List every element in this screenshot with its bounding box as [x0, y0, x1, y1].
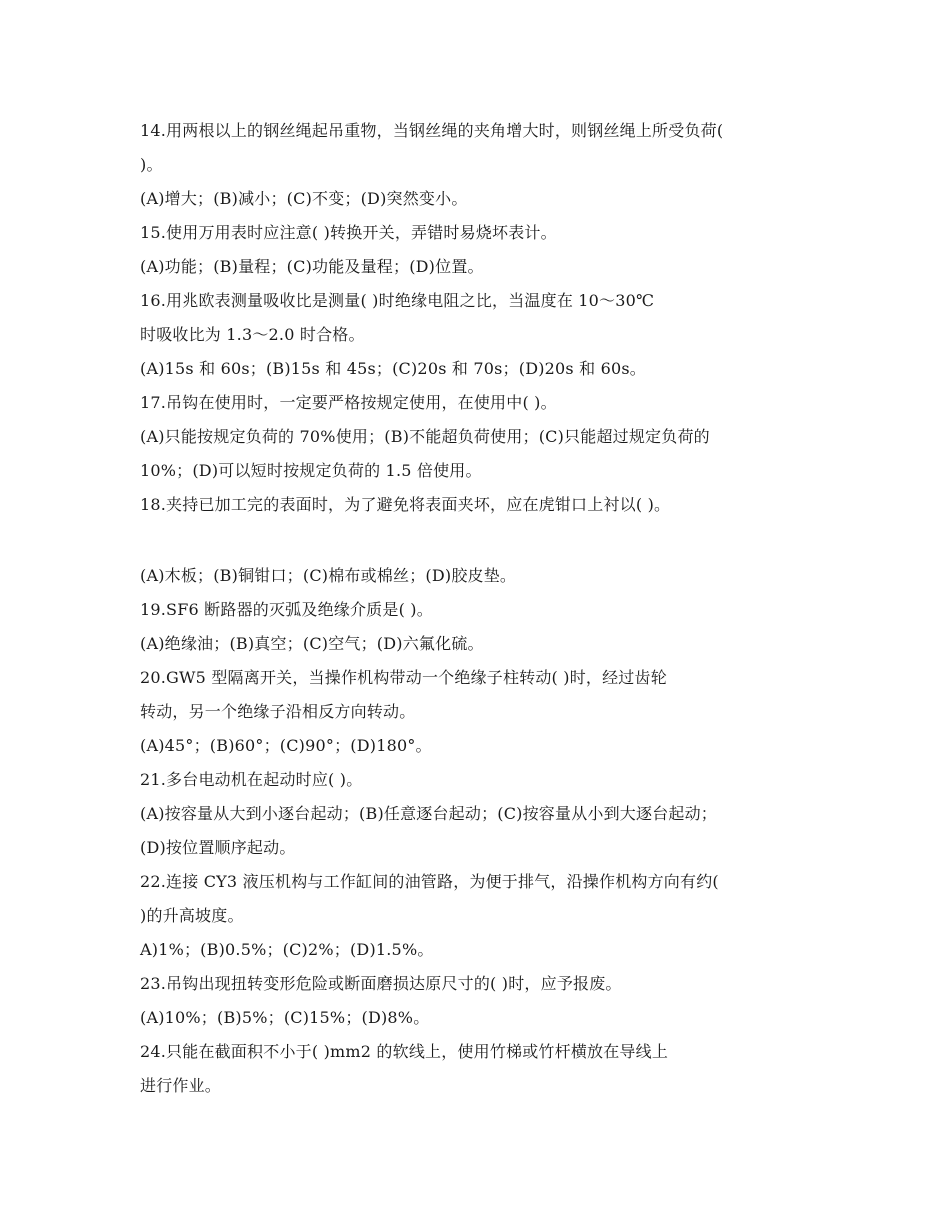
q19-stem: 19.SF6 断路器的灭弧及绝缘介质是( )。: [140, 600, 433, 619]
q14-stem-line2: )。: [140, 155, 163, 174]
q24-stem-line1: 24.只能在截面积不小于( )mm2 的软线上，使用竹梯或竹杆横放在导线上: [140, 1042, 669, 1061]
q19-options: (A)绝缘油；(B)真空；(C)空气；(D)六氟化硫。: [140, 634, 484, 653]
q17-stem: 17.吊钩在使用时，一定要严格按规定使用，在使用中( )。: [140, 393, 557, 412]
q20-options: (A)45°；(B)60°；(C)90°；(D)180°。: [140, 736, 432, 755]
q16-stem-line2: 时吸收比为 1.3～2.0 时合格。: [140, 325, 365, 344]
q18-options: (A)木板；(B)铜钳口；(C)棉布或棉丝；(D)胶皮垫。: [140, 566, 517, 585]
q17-options-line2: 10%；(D)可以短时按规定负荷的 1.5 倍使用。: [140, 461, 482, 480]
q14-options: (A)增大；(B)减小；(C)不变；(D)突然变小。: [140, 189, 468, 208]
q23-stem: 23.吊钩出现扭转变形危险或断面磨损达原尺寸的( )时，应予报废。: [140, 974, 622, 993]
q18-stem: 18.夹持已加工完的表面时，为了避免将表面夹坏，应在虎钳口上衬以( )。: [140, 495, 671, 514]
q22-options: A)1%；(B)0.5%；(C)2%；(D)1.5%。: [140, 940, 434, 959]
q16-stem-line1: 16.用兆欧表测量吸收比是测量( )时绝缘电阻之比，当温度在 10～30℃: [140, 291, 655, 310]
q21-options-line1: (A)按容量从大到小逐台起动；(B)任意逐台起动；(C)按容量从小到大逐台起动；: [140, 804, 718, 823]
q15-stem: 15.使用万用表时应注意( )转换开关，弄错时易烧坏表计。: [140, 223, 557, 242]
q17-options-line1: (A)只能按规定负荷的 70%使用；(B)不能超负荷使用；(C)只能超过规定负荷的: [140, 427, 710, 446]
q14-stem-line1: 14.用两根以上的钢丝绳起吊重物，当钢丝绳的夹角增大时，则钢丝绳上所受负荷(: [140, 121, 724, 140]
q21-options-line2: (D)按位置顺序起动。: [140, 838, 296, 857]
q23-options: (A)10%；(B)5%；(C)15%；(D)8%。: [140, 1008, 430, 1027]
q24-stem-line2: 进行作业。: [140, 1076, 222, 1095]
q22-stem-line1: 22.连接 CY3 液压机构与工作缸间的油管路，为便于排气，沿操作机构方向有约(: [140, 872, 719, 891]
q16-options: (A)15s 和 60s；(B)15s 和 45s；(C)20s 和 70s；(D)20s 和 60s。: [140, 359, 646, 378]
q22-stem-line2: )的升高坡度。: [140, 906, 244, 925]
q20-stem-line1: 20.GW5 型隔离开关，当操作机构带动一个绝缘子柱转动( )时，经过齿轮: [140, 668, 667, 687]
q21-stem: 21.多台电动机在起动时应( )。: [140, 770, 363, 789]
q20-stem-line2: 转动，另一个绝缘子沿相反方向转动。: [140, 702, 416, 721]
q15-options: (A)功能；(B)量程；(C)功能及量程；(D)位置。: [140, 257, 484, 276]
